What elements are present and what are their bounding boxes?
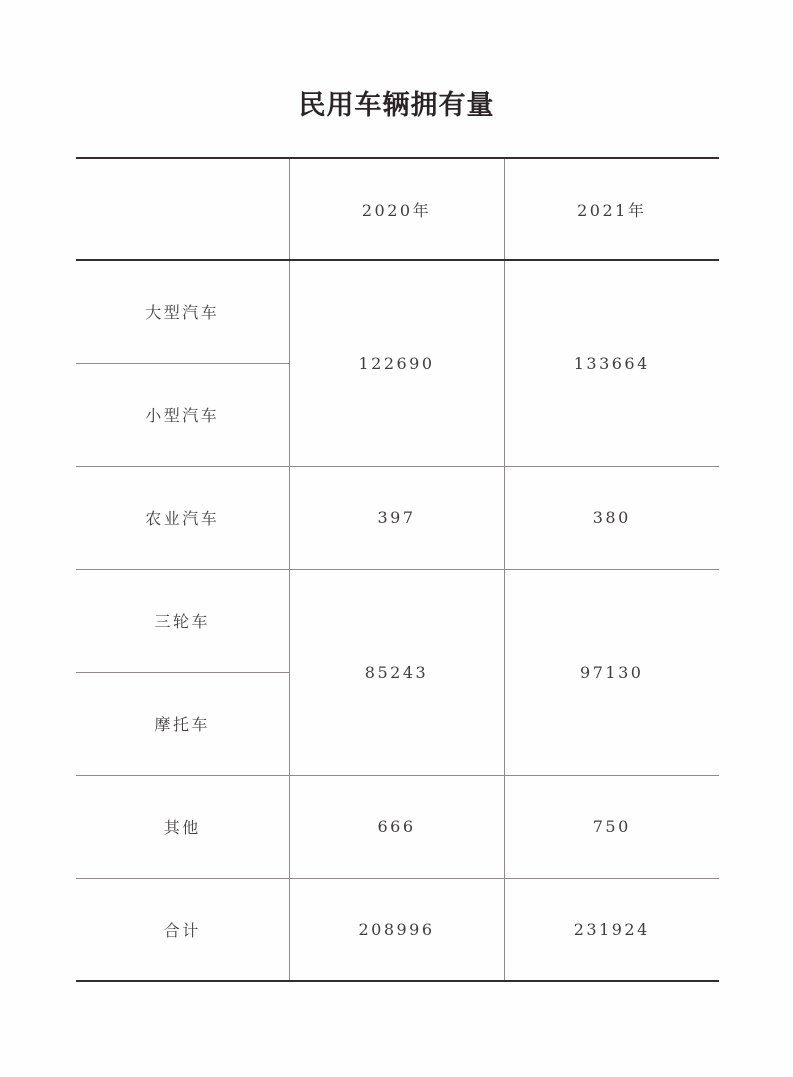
cell-2020-value: 666	[289, 775, 504, 878]
cell-2020-value: 208996	[289, 878, 504, 981]
table-header-row	[76, 158, 719, 260]
header-empty-cell	[76, 158, 289, 260]
cell-2021-value: 133664	[504, 260, 719, 466]
cell-2020-value: 122690	[289, 260, 504, 466]
header-year-2020: 2020年	[289, 158, 504, 260]
table-row-total	[76, 878, 719, 981]
row-label: 农业汽车	[76, 466, 289, 569]
vehicle-ownership-table	[76, 157, 719, 982]
row-label: 摩托车	[154, 715, 210, 734]
row-label: 其他	[76, 775, 289, 878]
header-year-2021: 2021年	[504, 158, 719, 260]
row-label: 大型汽车	[76, 260, 289, 363]
row-label: 小型汽车	[145, 406, 220, 425]
cell-2020-value: 397	[289, 466, 504, 569]
page-title: 民用车辆拥有量	[298, 90, 495, 121]
cell-2021-value: 97130	[504, 569, 719, 775]
table-row-agricultural-vehicles	[76, 466, 719, 569]
cell-2021-value: 750	[504, 775, 719, 878]
row-label: 三轮车	[76, 569, 289, 672]
cell-2021-value: 380	[504, 466, 719, 569]
table-row-large-vehicles	[76, 260, 719, 363]
table-row-tricycles	[76, 569, 719, 672]
cell-2020-value: 85243	[289, 569, 504, 775]
row-label: 合计	[76, 878, 289, 981]
cell-2021-value: 231924	[504, 878, 719, 981]
table-row-others	[76, 775, 719, 878]
